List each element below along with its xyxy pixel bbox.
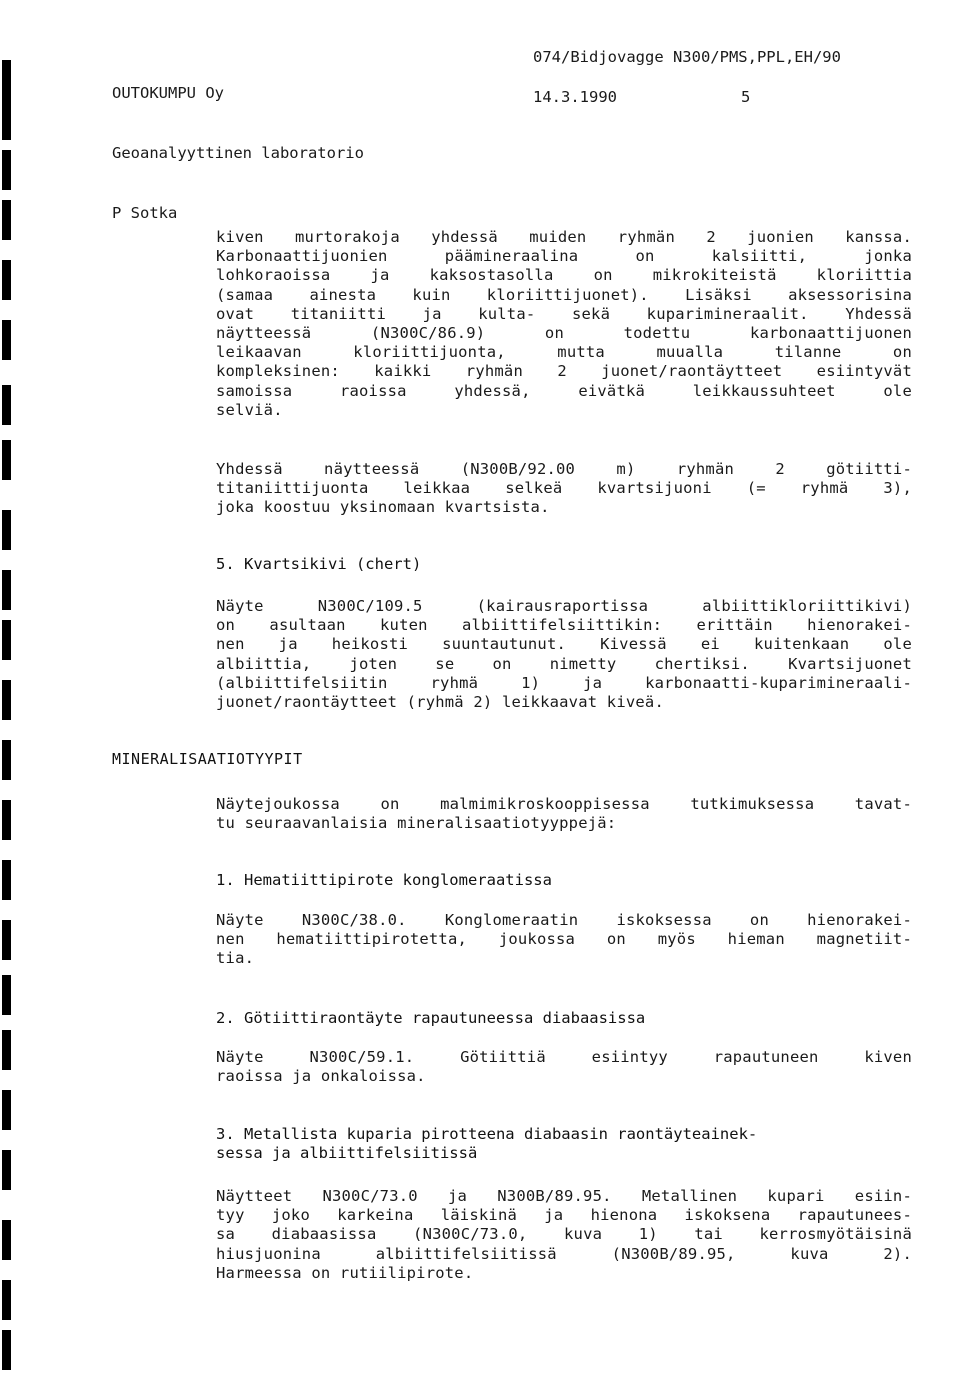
paragraph-type-1 bbox=[216, 911, 912, 969]
text-line: (samaa ainesta kuin kloriittijuonet). Lisäksi aksessorisina bbox=[216, 285, 912, 304]
paragraph-quartz-vein bbox=[216, 460, 912, 518]
text-line: nen hematiittipirotetta, joukossa on myös hieman magnetiit- bbox=[216, 930, 912, 949]
paragraph-chert bbox=[216, 597, 912, 712]
text-line: samoissa raoissa yhdessä, eivätkä leikkaussuhteet ole bbox=[216, 381, 912, 400]
binder-hole-mark bbox=[2, 510, 11, 550]
type-1-heading: 1. Hematiittipirote konglomeraatissa bbox=[216, 871, 552, 889]
text-line: ovat titaniitti ja kulta- sekä kuparimineraalit. Yhdessä bbox=[216, 304, 912, 323]
reference-code: 074/Bidjovagge N300/PMS,PPL,EH/90 bbox=[533, 48, 841, 66]
binder-hole-mark bbox=[2, 1150, 11, 1190]
binder-hole-mark bbox=[2, 100, 11, 140]
binder-hole-mark bbox=[2, 150, 11, 190]
text-line: titaniittijuonta leikkaa selkeä kvartsijuoni (= ryhmä 3), bbox=[216, 479, 912, 498]
org-author: P Sotka bbox=[112, 204, 178, 222]
binder-hole-mark bbox=[2, 385, 11, 425]
binder-hole-mark bbox=[2, 440, 11, 480]
binder-hole-mark bbox=[2, 800, 11, 840]
binder-hole-mark bbox=[2, 320, 11, 360]
text-line: tia. bbox=[216, 949, 255, 968]
text-line: on asultaan kuten albiittifelsiittikin: erittäin hienorakei- bbox=[216, 616, 912, 635]
text-line: tu seuraavanlaisia mineralisaatiotyyppejä: bbox=[216, 814, 617, 833]
binder-hole-mark bbox=[2, 60, 11, 100]
binder-hole-mark bbox=[2, 570, 11, 610]
binder-hole-mark bbox=[2, 1030, 11, 1070]
text-line: Näytejoukossa on malmimikroskooppisessa tutkimuksessa tavat- bbox=[216, 795, 912, 813]
binder-edge bbox=[0, 0, 16, 1373]
text-line: kiven murtorakoja yhdessä muiden ryhmän 2 juonien kanssa. bbox=[216, 228, 912, 246]
text-line: selviä. bbox=[216, 400, 283, 419]
text-line: albiittia, joten se on nimetty chertiksi. Kvartsijuonet bbox=[216, 654, 912, 673]
binder-hole-mark bbox=[2, 680, 11, 720]
text-line: lohkoraoissa ja kaksostasolla on mikrokiteistä kloriittia bbox=[216, 266, 912, 285]
text-line: raoissa ja onkaloissa. bbox=[216, 1067, 426, 1086]
binder-hole-mark bbox=[2, 1330, 11, 1370]
text-line: joka koostuu yksinomaan kvartsista. bbox=[216, 498, 550, 517]
type-3-heading-line: sessa ja albiittifelsiitissä bbox=[216, 1144, 478, 1162]
text-line: hiusjuonina albiittifelsiitissä (N300B/89.95, kuva 2). bbox=[216, 1244, 912, 1263]
text-line: (albiittifelsiitin ryhmä 1) ja karbonaatti-kuparimineraali- bbox=[216, 673, 912, 692]
text-line: tyy joko karkeina läiskinä ja hienona iskoksena rapautunees- bbox=[216, 1206, 912, 1225]
text-line: Harmeessa on rutiilipirote. bbox=[216, 1263, 474, 1282]
binder-hole-mark bbox=[2, 975, 11, 1015]
binder-hole-mark bbox=[2, 260, 11, 300]
text-line: juonet/raontäytteet (ryhmä 2) leikkaavat kiveä. bbox=[216, 693, 664, 712]
report-date: 14.3.1990 bbox=[533, 88, 617, 106]
org-name: OUTOKUMPU Oy bbox=[112, 84, 224, 102]
paragraph-type-3 bbox=[216, 1187, 912, 1283]
text-line: Näytteet N300C/73.0 ja N300B/89.95. Metallinen kupari esiin- bbox=[216, 1187, 912, 1205]
text-line: Karbonaattijuonien päämineraalina on kalsiitti, jonka bbox=[216, 247, 912, 266]
paragraph-type-2 bbox=[216, 1048, 912, 1086]
type-2-heading: 2. Götiittiraontäyte rapautuneessa diabaasissa bbox=[216, 1009, 646, 1027]
binder-hole-mark bbox=[2, 200, 11, 240]
binder-hole-mark bbox=[2, 1090, 11, 1130]
type-3-heading bbox=[216, 1125, 757, 1163]
mineralization-types-heading: MINERALISAATIOTYYPIT bbox=[112, 750, 303, 768]
binder-hole-mark bbox=[2, 620, 11, 660]
text-line: nen ja heikosti suuntautunut. Kivessä ei kuitenkaan ole bbox=[216, 635, 912, 654]
paragraph-carbonate-veins bbox=[216, 228, 912, 420]
binder-hole-mark bbox=[2, 740, 11, 780]
text-line: kompleksinen: kaikki ryhmän 2 juonet/raontäytteet esiintyvät bbox=[216, 362, 912, 381]
text-line: näytteessä (N300C/86.9) on todettu karbonaattijuonen bbox=[216, 324, 912, 343]
binder-hole-mark bbox=[2, 860, 11, 900]
section-5-heading: 5. Kvartsikivi (chert) bbox=[216, 555, 422, 573]
org-lab: Geoanalyyttinen laboratorio bbox=[112, 144, 364, 162]
binder-hole-mark bbox=[2, 920, 11, 960]
organization-header bbox=[112, 43, 364, 243]
text-line: Näyte N300C/109.5 (kairausraportissa albiittikloriittikivi) bbox=[216, 597, 912, 615]
paragraph-mineralization-intro bbox=[216, 795, 912, 833]
text-line: sa diabaasissa (N300C/73.0, kuva 1) tai kerrosmyötäisinä bbox=[216, 1225, 912, 1244]
binder-hole-mark bbox=[2, 1280, 11, 1320]
page-number: 5 bbox=[741, 88, 751, 106]
text-line: leikaavan kloriittijuonta, mutta muualla tilanne on bbox=[216, 343, 912, 362]
binder-hole-mark bbox=[2, 1220, 11, 1260]
text-line: Yhdessä näytteessä (N300B/92.00 m) ryhmän 2 götiitti- bbox=[216, 460, 912, 478]
text-line: Näyte N300C/38.0. Konglomeraatin iskoksessa on hienorakei- bbox=[216, 911, 912, 929]
type-3-heading-line: 3. Metallista kuparia pirotteena diabaasin raontäyteainek- bbox=[216, 1125, 758, 1143]
text-line: Näyte N300C/59.1. Götiittiä esiintyy rapautuneen kiven bbox=[216, 1048, 912, 1066]
